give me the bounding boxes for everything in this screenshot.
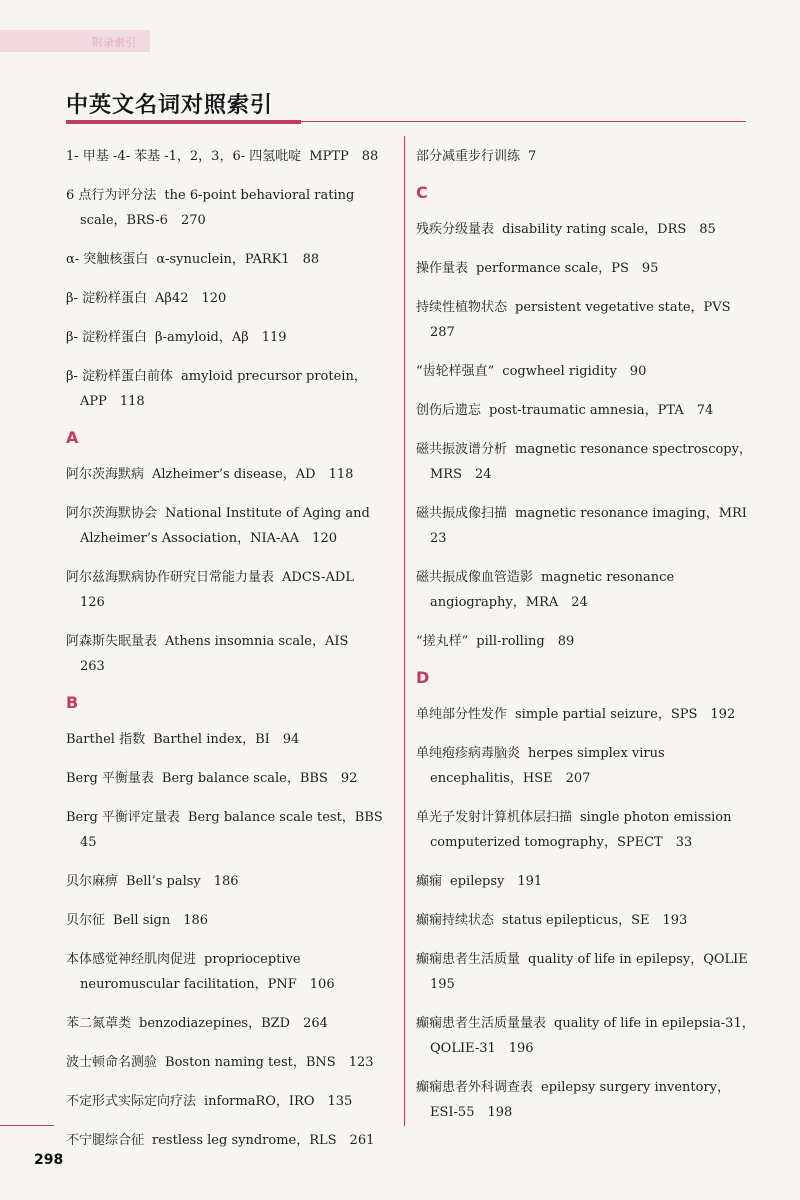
term-english-page: quality of life in epilepsia-31，QOLIE-31 196 bbox=[430, 1016, 755, 1056]
index-entry bbox=[416, 629, 756, 654]
term-english-page: informaRO，IRO 135 bbox=[204, 1094, 353, 1109]
index-entry bbox=[66, 286, 386, 311]
term-chinese: 1- 甲基 -4- 苯基 -1，2，3，6- 四氢吡啶 bbox=[66, 149, 302, 164]
term-chinese: 苯二氮䓬类 bbox=[66, 1016, 132, 1031]
running-head-label: 附录索引 bbox=[92, 36, 136, 49]
index-entry bbox=[416, 741, 756, 791]
term-english-page: magnetic resonance imaging，MRI 23 bbox=[430, 506, 760, 546]
term-english-page: Athens insomnia scale，AIS 263 bbox=[80, 634, 362, 674]
term-chinese: 不定形式实际定向疗法 bbox=[66, 1094, 197, 1109]
index-entry bbox=[416, 217, 756, 242]
index-entry bbox=[416, 144, 756, 169]
term-english-page: proprioceptive neuromuscular facilitation，PNF 106 bbox=[80, 952, 335, 992]
index-entry bbox=[416, 565, 756, 615]
term-chinese: 部分减重步行训练 bbox=[416, 149, 521, 164]
index-entry bbox=[66, 869, 386, 894]
term-english-page: cogwheel rigidity 90 bbox=[502, 364, 647, 379]
term-chinese: “搓丸样” bbox=[416, 634, 469, 649]
index-entry bbox=[416, 869, 756, 894]
index-entry bbox=[66, 247, 386, 272]
term-english-page: Berg balance scale test，BBS 45 bbox=[80, 810, 396, 850]
term-english-page: Boston naming test，BNS 123 bbox=[165, 1055, 374, 1070]
index-entry bbox=[416, 1011, 756, 1061]
index-entry bbox=[66, 183, 386, 233]
page-title: 中英文名词对照索引 bbox=[66, 93, 274, 118]
term-chinese: 癫痫患者生活质量 bbox=[416, 952, 521, 967]
index-entry bbox=[66, 364, 386, 414]
index-entry bbox=[66, 947, 386, 997]
running-head-tab bbox=[0, 30, 150, 52]
term-english-page: post-traumatic amnesia，PTA 74 bbox=[489, 403, 714, 418]
term-chinese: 操作量表 bbox=[416, 261, 469, 276]
page-number: 298 bbox=[34, 1152, 64, 1168]
term-chinese: 贝尔征 bbox=[66, 913, 106, 928]
term-chinese: 6 点行为评分法 bbox=[66, 188, 157, 203]
index-entry bbox=[416, 398, 756, 423]
index-entry bbox=[66, 462, 386, 487]
term-chinese: 磁共振成像扫描 bbox=[416, 506, 508, 521]
term-chinese: 磁共振成像血管造影 bbox=[416, 570, 534, 585]
term-english-page: Berg balance scale，BBS 92 bbox=[161, 771, 358, 786]
term-english-page: amyloid precursor protein，APP 118 bbox=[80, 369, 367, 409]
term-english-page: epilepsy surgery inventory，ESI-55 198 bbox=[430, 1080, 731, 1120]
term-english-page: MPTP 88 bbox=[309, 149, 379, 164]
term-english-page: National Institute of Aging and Alzheimer’s Association，NIA-AA 120 bbox=[80, 506, 370, 546]
term-chinese: 单纯部分性发作 bbox=[416, 707, 508, 722]
index-entry bbox=[416, 805, 756, 855]
term-chinese: 本体感觉神经肌肉促进 bbox=[66, 952, 197, 967]
section-letter: D bbox=[416, 668, 430, 687]
term-chinese: 阿尔茨海默病 bbox=[66, 467, 145, 482]
term-english-page: quality of life in epilepsy，QOLIE 195 bbox=[430, 952, 761, 992]
index-entry bbox=[66, 1128, 386, 1153]
term-chinese: 磁共振波谱分析 bbox=[416, 442, 508, 457]
term-english-page: single photon emission computerized tomography，SPECT 33 bbox=[430, 810, 732, 850]
index-entry bbox=[66, 629, 386, 679]
footer-rule bbox=[0, 1125, 54, 1126]
term-chinese: β- 淀粉样蛋白 bbox=[66, 330, 148, 345]
term-chinese: 癫痫持续状态 bbox=[416, 913, 495, 928]
index-entry bbox=[416, 1075, 756, 1125]
term-english-page: Bell’s palsy 186 bbox=[126, 874, 239, 889]
term-english-page: restless leg syndrome，RLS 261 bbox=[152, 1133, 375, 1148]
index-entry bbox=[66, 1011, 386, 1036]
section-letter: B bbox=[66, 693, 79, 712]
index-entry bbox=[416, 501, 760, 551]
column-divider bbox=[404, 136, 405, 1126]
term-chinese: 不宁腿综合征 bbox=[66, 1133, 145, 1148]
term-english-page: 7 bbox=[528, 149, 537, 164]
term-chinese: 波士顿命名测验 bbox=[66, 1055, 158, 1070]
term-english-page: the 6-point behavioral rating scale，BRS-6 270 bbox=[80, 188, 355, 228]
term-english-page: performance scale，PS 95 bbox=[476, 261, 659, 276]
index-entry bbox=[66, 908, 386, 933]
index-entry bbox=[416, 947, 761, 997]
term-english-page: magnetic resonance spectroscopy，MRS 24 bbox=[430, 442, 752, 482]
section-letter: C bbox=[416, 183, 428, 202]
term-english-page: β-amyloid，Aβ 119 bbox=[155, 330, 287, 345]
term-chinese: 癫痫 bbox=[416, 874, 443, 889]
term-chinese: 贝尔麻痹 bbox=[66, 874, 119, 889]
title-underline-rule bbox=[66, 121, 746, 122]
index-entry bbox=[416, 437, 756, 487]
term-chinese: 癫痫患者外科调查表 bbox=[416, 1080, 534, 1095]
term-english-page: Barthel index，BI 94 bbox=[153, 732, 300, 747]
term-chinese: 癫痫患者生活质量量表 bbox=[416, 1016, 547, 1031]
term-english-page: Bell sign 186 bbox=[113, 913, 209, 928]
index-entry bbox=[66, 766, 386, 791]
index-entry bbox=[66, 1089, 386, 1114]
term-chinese: 创伤后遗忘 bbox=[416, 403, 482, 418]
term-english-page: pill-rolling 89 bbox=[476, 634, 575, 649]
index-entry bbox=[66, 325, 386, 350]
term-chinese: 持续性植物状态 bbox=[416, 300, 508, 315]
term-english-page: benzodiazepines，BZD 264 bbox=[139, 1016, 328, 1031]
index-entry bbox=[66, 1050, 386, 1075]
term-english-page: ADCS-ADL 126 bbox=[80, 570, 368, 610]
index-entry bbox=[66, 727, 386, 752]
term-chinese: 阿尔茨海默协会 bbox=[66, 506, 158, 521]
index-entry bbox=[66, 805, 396, 855]
term-english-page: simple partial seizure，SPS 192 bbox=[515, 707, 736, 722]
index-entry bbox=[416, 295, 756, 345]
index-entry bbox=[416, 908, 756, 933]
term-english-page: α-synuclein，PARK1 88 bbox=[156, 252, 320, 267]
section-letter: A bbox=[66, 428, 79, 447]
index-entry bbox=[416, 359, 756, 384]
term-chinese: β- 淀粉样蛋白 bbox=[66, 291, 148, 306]
term-chinese: 单光子发射计算机体层扫描 bbox=[416, 810, 573, 825]
index-entry bbox=[66, 501, 386, 551]
index-entry bbox=[66, 565, 386, 615]
index-column-left bbox=[66, 144, 396, 1167]
index-entry bbox=[416, 256, 756, 281]
index-entry bbox=[416, 702, 756, 727]
term-chinese: β- 淀粉样蛋白前体 bbox=[66, 369, 174, 384]
term-chinese: 残疾分级量表 bbox=[416, 222, 495, 237]
index-column-right bbox=[416, 144, 761, 1139]
term-chinese: “齿轮样强直” bbox=[416, 364, 495, 379]
term-english-page: herpes simplex virus encephalitis，HSE 207 bbox=[430, 746, 665, 786]
term-english-page: magnetic resonance angiography，MRA 24 bbox=[430, 570, 675, 610]
term-chinese: 阿森斯失眠量表 bbox=[66, 634, 158, 649]
term-chinese: Berg 平衡评定量表 bbox=[66, 810, 180, 825]
term-english-page: Aβ42 120 bbox=[155, 291, 227, 306]
term-english-page: status epilepticus，SE 193 bbox=[502, 913, 688, 928]
term-english-page: epilepsy 191 bbox=[450, 874, 543, 889]
term-chinese: Berg 平衡量表 bbox=[66, 771, 154, 786]
term-chinese: 阿尔兹海默病协作研究日常能力量表 bbox=[66, 570, 275, 585]
term-chinese: α- 突触核蛋白 bbox=[66, 252, 149, 267]
term-chinese: 单纯疱疹病毒脑炎 bbox=[416, 746, 521, 761]
index-entry bbox=[66, 144, 386, 169]
term-english-page: disability rating scale，DRS 85 bbox=[502, 222, 716, 237]
term-english-page: persistent vegetative state，PVS 287 bbox=[430, 300, 744, 340]
term-chinese: Barthel 指数 bbox=[66, 732, 146, 747]
term-english-page: Alzheimer’s disease，AD 118 bbox=[152, 467, 354, 482]
